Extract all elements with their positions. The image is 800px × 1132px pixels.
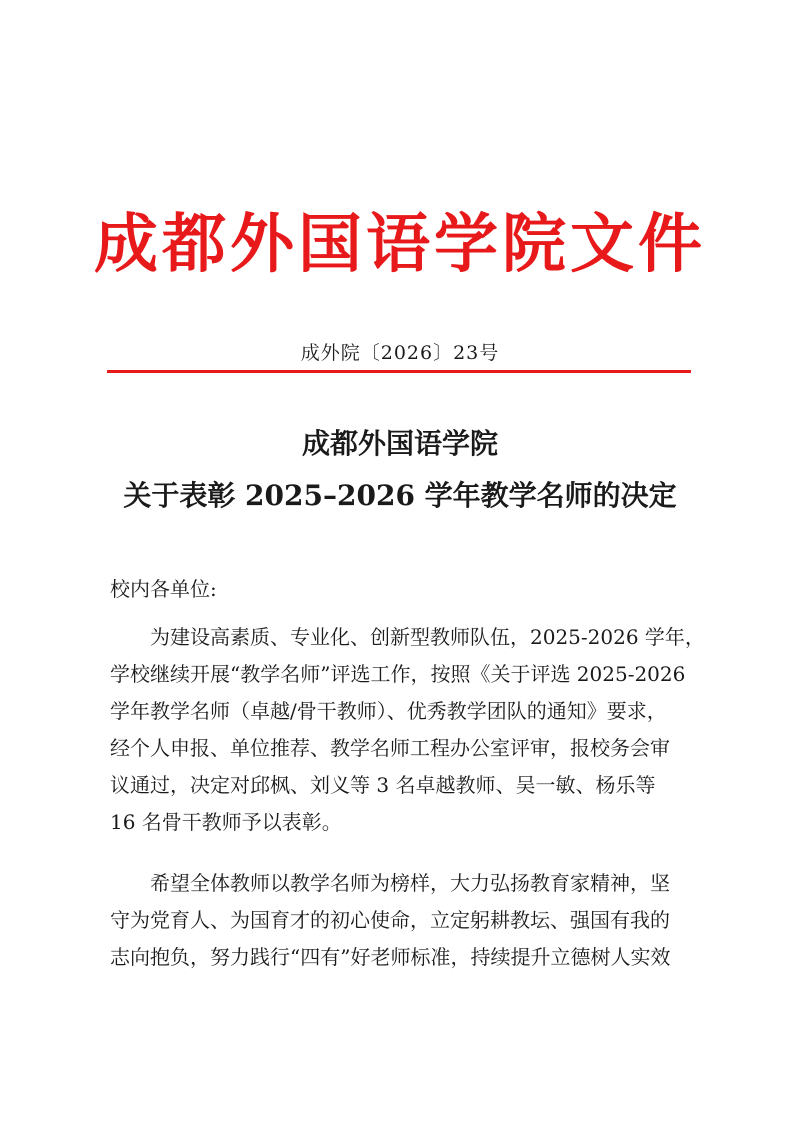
red-divider-line xyxy=(107,370,691,373)
paragraph-1 xyxy=(110,619,705,841)
paragraph-line: 学校继续开展“教学名师”评选工作，按照《关于评选 2025-2026 xyxy=(110,662,686,686)
addressee: 校内各单位: xyxy=(110,577,217,601)
paragraph-line: 志向抱负，努力践行“四有”好老师标准，持续提升立德树人实效 xyxy=(110,945,671,969)
decision-title-line-1: 成都外国语学院 xyxy=(301,427,498,460)
paragraph-line: 经个人申报、单位推荐、教学名师工程办公室评审，报校务会审 xyxy=(110,736,670,760)
document-header-title: 成都外国语学院文件 xyxy=(94,207,706,282)
paragraph-line: 为建设高素质、专业化、创新型教师队伍，2025-2026 学年， xyxy=(110,625,705,649)
paragraph-2 xyxy=(110,865,700,976)
document-number: 成外院〔2026〕23号 xyxy=(300,342,500,364)
paragraph-line: 学年教学名师（卓越/骨干教师）、优秀教学团队的通知》要求， xyxy=(110,699,667,723)
decision-title-line-2: 关于表彰 2025–2026 学年教学名师的决定 xyxy=(123,479,677,512)
paragraph-line: 16 名骨干教师予以表彰。 xyxy=(110,810,342,834)
paragraph-line: 守为党育人、为国育才的初心使命，立定躬耕教坛、强国有我的 xyxy=(110,908,670,932)
paragraph-line: 议通过，决定对邱枫、刘义等 3 名卓越教师、吴一敏、杨乐等 xyxy=(110,773,656,797)
paragraph-line: 希望全体教师以教学名师为榜样，大力弘扬教育家精神，坚 xyxy=(110,871,670,895)
